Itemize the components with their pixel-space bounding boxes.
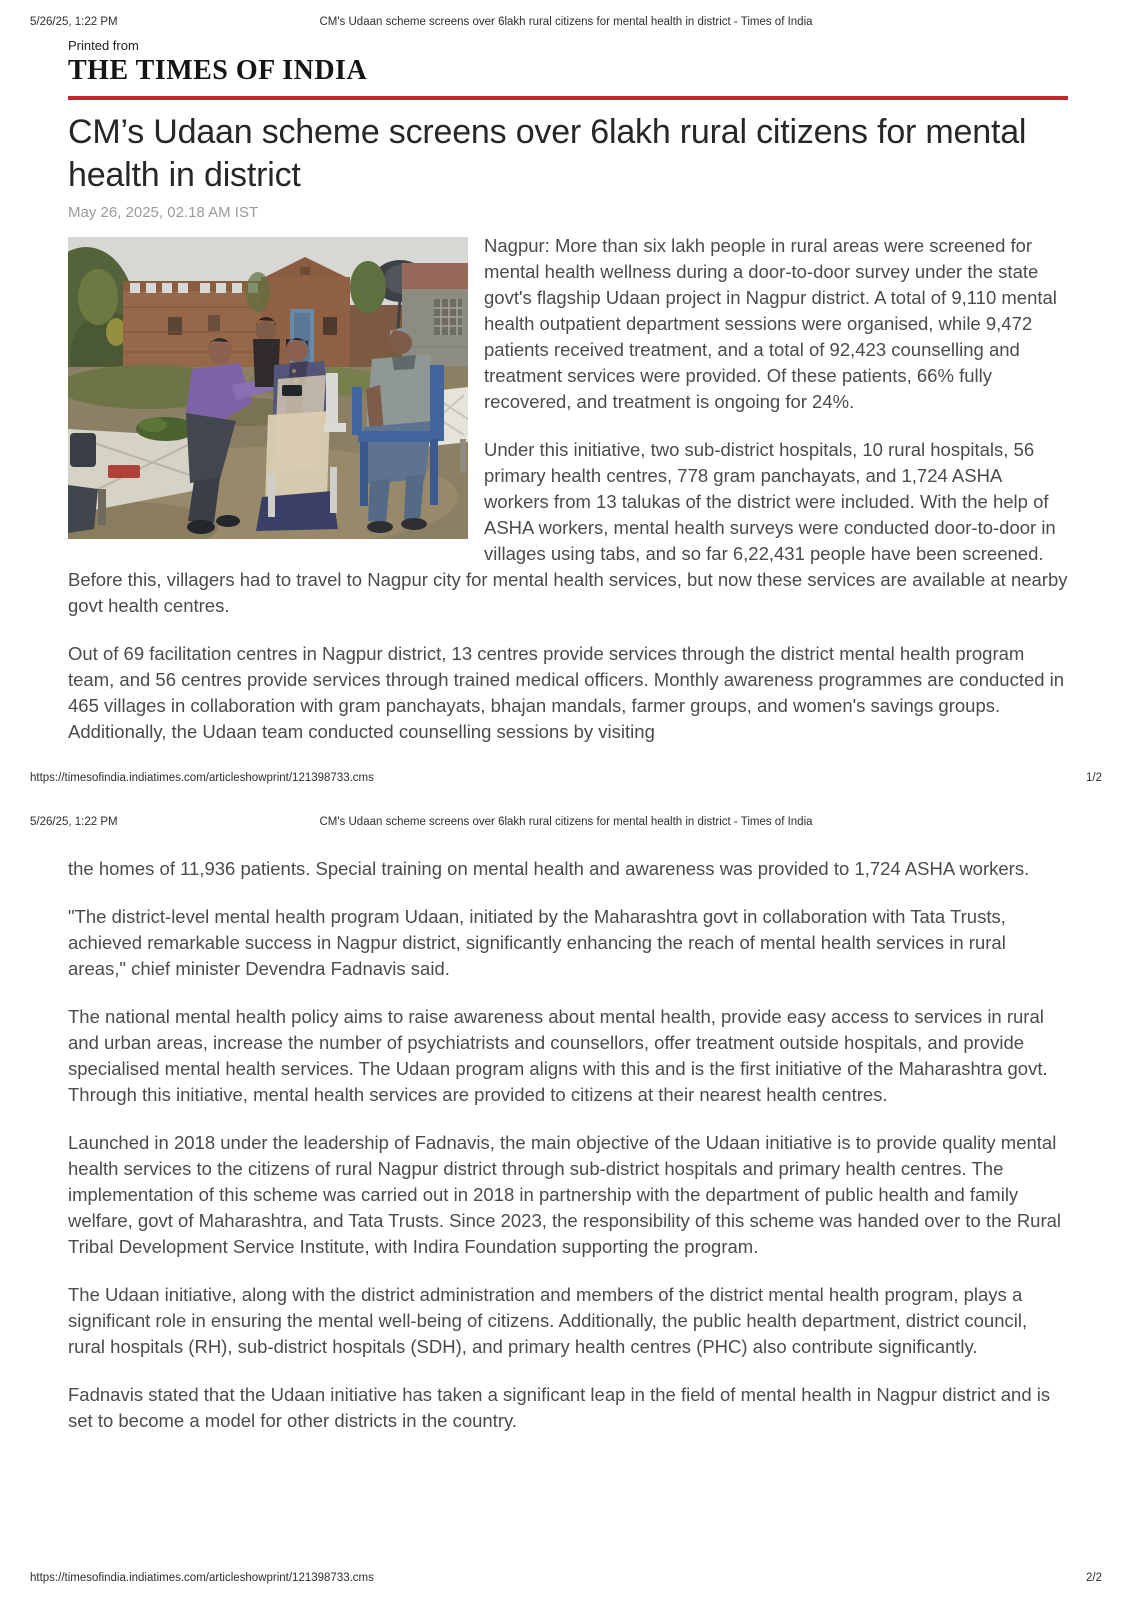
article-photo <box>68 237 468 539</box>
print-footer-page2 <box>30 1572 1102 1586</box>
print-datetime-page2: 5/26/25, 1:22 PM <box>30 816 118 828</box>
article-dateline: May 26, 2025, 02.18 AM IST <box>68 204 259 221</box>
print-doc-title: CM's Udaan scheme screens over 6lakh rural citizens for mental health in district - Times of India <box>319 16 813 28</box>
print-header <box>30 16 1102 32</box>
print-footer-page1 <box>30 772 1102 786</box>
rural-survey-photo-illustration <box>68 237 468 539</box>
printed-from-label: Printed from <box>68 38 139 53</box>
print-datetime: 5/26/25, 1:22 PM <box>30 16 118 28</box>
article-headline: CM’s Udaan scheme screens over 6lakh rural citizens for mental health in district <box>68 113 1027 194</box>
article-paragraph-2: Under this initiative, two sub-district hospitals, 10 rural hospitals, 56 primary health centres, 778 gram panchayats, and 1,724 ASHA workers from 13 talukas of the district were included. With the help of ASHA workers, mental health surveys were conducted door-to-door in villages using tabs, and so far 6,22,431 people have been screened. Before this, villagers had to travel to Nagpur city for mental health services, but now these services are available at nearby govt health centres. <box>68 439 1068 616</box>
article-paragraph-4: the homes of 11,936 patients. Special training on mental health and awareness was provided to 1,724 ASHA workers. <box>68 858 1030 879</box>
print-page-2 <box>0 800 1132 1600</box>
article-paragraph-8: The Udaan initiative, along with the district administration and members of the district mental health program, plays a significant role in ensuring the mental well-being of citizens. Additionally, the public health department, district council, rural hospitals (RH), sub-district hospitals (SDH), and primary health centres (PHC) also contribute significantly. <box>68 1284 1028 1357</box>
page-number-2: 2/2 <box>1086 1572 1102 1584</box>
masthead-rule <box>68 96 1068 100</box>
article-body-page1 <box>68 233 1068 745</box>
article-paragraph-3: Out of 69 facilitation centres in Nagpur district, 13 centres provide services through the district mental health program team, and 56 centres provide services through trained medical officers. Monthly awareness programmes are conducted in 465 villages in collaboration with gram panchayats, bhajan mandals, farmer groups, and women's savings groups. Additionally, the Udaan team conducted counselling sessions by visiting <box>68 643 1065 742</box>
article-paragraph-1: Nagpur: More than six lakh people in rural areas were screened for mental health wellness during a door-to-door survey under the state govt's flagship Udaan project in Nagpur district. A total of 9,110 mental health outpatient department sessions were organised, while 9,472 patients received treatment, and a total of 92,423 counselling and treatment services were provided. Of these patients, 66% fully recovered, and treatment is ongoing for 24%. <box>484 235 1057 412</box>
times-of-india-masthead: THE TIMES OF INDIA <box>68 55 368 86</box>
article-paragraph-5: "The district-level mental health program Udaan, initiated by the Maharashtra govt in collaboration with Tata Trusts, achieved remarkable success in Nagpur district, significantly enhancing the reach of mental health services in rural areas," chief minister Devendra Fadnavis said. <box>68 906 1006 979</box>
page-number-1: 1/2 <box>1086 772 1102 784</box>
print-doc-title-page2: CM's Udaan scheme screens over 6lakh rural citizens for mental health in district - Times of India <box>319 816 813 828</box>
article-paragraph-9: Fadnavis stated that the Udaan initiative has taken a significant leap in the field of mental health in Nagpur district and is set to become a model for other districts in the country. <box>68 1384 1051 1431</box>
print-header-page2 <box>30 816 1102 832</box>
print-source-url: https://timesofindia.indiatimes.com/articleshowprint/121398733.cms <box>30 772 374 784</box>
article-paragraph-7: Launched in 2018 under the leadership of Fadnavis, the main objective of the Udaan initiative is to provide quality mental health services to the citizens of rural Nagpur district through sub-district hospitals and primary health centres. The implementation of this scheme was carried out in 2018 in partnership with the department of public health and family welfare, govt of Maharashtra, and Tata Trusts. Since 2023, the responsibility of this scheme was handed over to the Rural Tribal Development Service Institute, with Indira Foundation supporting the program. <box>68 1132 1062 1257</box>
article-paragraph-6: The national mental health policy aims to raise awareness about mental health, provide easy access to services in rural and urban areas, increase the number of psychiatrists and counsellors, offer treatment outside hospitals, and provide specialised mental health services. The Udaan program aligns with this and is the first initiative of the Maharashtra govt. Through this initiative, mental health services are provided to citizens at their nearest health centres. <box>68 1006 1048 1105</box>
print-source-url-page2: https://timesofindia.indiatimes.com/articleshowprint/121398733.cms <box>30 1572 374 1584</box>
article-body-page2 <box>0 812 1132 1434</box>
page1-content <box>0 0 1132 745</box>
